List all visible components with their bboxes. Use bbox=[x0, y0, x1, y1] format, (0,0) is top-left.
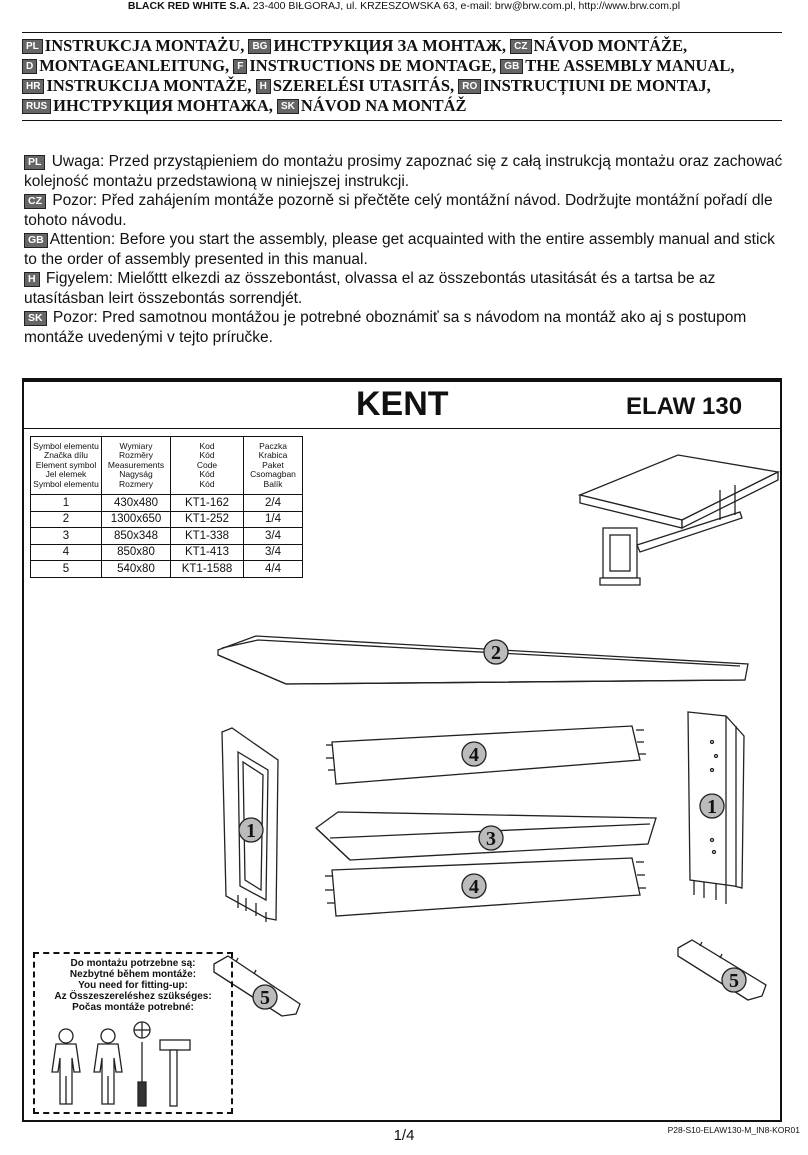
lang-tag: BG bbox=[248, 39, 271, 54]
label-2: 2 bbox=[491, 642, 501, 664]
cell-package: 4/4 bbox=[244, 561, 303, 578]
cell-symbol: 4 bbox=[31, 544, 102, 561]
cell-symbol: 5 bbox=[31, 561, 102, 578]
lang-tag: H bbox=[256, 79, 271, 94]
lang-tag: H bbox=[24, 272, 40, 287]
cell-size: 850x348 bbox=[102, 528, 171, 545]
title-text: INSTRUKCJA MONTAŻU, bbox=[44, 36, 245, 55]
warning-text: Pozor: Pred samotnou montážou je potrebné oboznámiť sa s návodom na montáž ako aj s postupom montáže uvedenými v tejto príručke. bbox=[24, 309, 747, 346]
cell-code: KT1-1588 bbox=[171, 561, 244, 578]
cell-package: 3/4 bbox=[244, 544, 303, 561]
cell-code: KT1-338 bbox=[171, 528, 244, 545]
cell-code: KT1-413 bbox=[171, 544, 244, 561]
lang-tag: HR bbox=[22, 79, 44, 94]
title-text: INSTRUKCIJA MONTAŽE, bbox=[46, 76, 252, 95]
cell-symbol: 3 bbox=[31, 528, 102, 545]
company-name: BLACK RED WHITE S.A. bbox=[127, 0, 250, 12]
header-text: Kod Kód Code Kód Kód bbox=[196, 440, 218, 489]
cell-symbol: 1 bbox=[31, 495, 102, 512]
company-address: 23-400 BIŁGORAJ, ul. KRZESZOWSKA 63, e-mail: brw@brw.com.pl, http://www.brw.com.pl bbox=[252, 0, 681, 12]
warning-text: Pozor: Před zahájením montáže pozorně si přečtěte celý montážní návod. Dodržujte montážní pořadí dle tohoto návodu. bbox=[24, 192, 773, 229]
part-5-right-foot bbox=[678, 940, 766, 1000]
title-text: THE ASSEMBLY MANUAL, bbox=[525, 56, 735, 75]
cell-package: 3/4 bbox=[244, 528, 303, 545]
title-text: INSTRUCȚIUNI DE MONTAJ, bbox=[483, 76, 711, 95]
label-1-left: 1 bbox=[246, 820, 256, 842]
lang-tag: RUS bbox=[22, 99, 51, 114]
warning-text: Uwaga: Przed przystąpieniem do montażu prosimy zapoznać się z całą instrukcją montażu oraz zachować kolejność montażu przedstawioną w niniejszej instrukcji. bbox=[24, 153, 783, 190]
cell-size: 850x80 bbox=[102, 544, 171, 561]
tools-line: Nezbytné během montáže: bbox=[69, 969, 197, 980]
label-4-upper: 4 bbox=[469, 744, 479, 766]
product-model: ELAW 130 bbox=[626, 393, 743, 420]
tools-line: You need for fitting-up: bbox=[78, 980, 188, 991]
title-text: NÁVOD MONTÁŽE, bbox=[533, 36, 688, 55]
lang-tag: CZ bbox=[510, 39, 531, 54]
title-text: NÁVOD NA MONTÁŽ bbox=[300, 96, 467, 115]
cell-code: KT1-162 bbox=[171, 495, 244, 512]
cell-size: 540x80 bbox=[102, 561, 171, 578]
tools-line: Az Összeszereléshez szükséges: bbox=[54, 991, 212, 1002]
cell-symbol: 2 bbox=[31, 511, 102, 528]
tools-line: Do montażu potrzebne są: bbox=[70, 958, 196, 969]
lang-tag: D bbox=[22, 59, 37, 74]
lang-tag: GB bbox=[500, 59, 523, 74]
lang-tag: PL bbox=[22, 39, 43, 54]
lang-tag: SK bbox=[277, 99, 299, 114]
document-code: P28-S10-ELAW130-M_IN8-KOR01 bbox=[667, 1125, 800, 1135]
warning-text: Attention: Before you start the assembly, please get acquainted with the entire assembly manual and stick to the order of assembly presented in this manual. bbox=[24, 231, 775, 268]
label-1-right: 1 bbox=[707, 796, 717, 818]
cell-package: 1/4 bbox=[244, 511, 303, 528]
header-text: Wymiary Rozměry Measurements Nagyság Rozmery bbox=[107, 440, 165, 489]
label-3: 3 bbox=[486, 828, 496, 850]
lang-tag: SK bbox=[24, 311, 47, 326]
tools-line: Počas montáže potrebné: bbox=[72, 1002, 194, 1013]
title-text: MONTAGEANLEITUNG, bbox=[39, 56, 230, 75]
cell-size: 1300x650 bbox=[102, 511, 171, 528]
header-text: Symbol elementu Značka dílu Element symbol Jel elemek Symbol elementu bbox=[33, 440, 99, 489]
cell-package: 2/4 bbox=[244, 495, 303, 512]
lang-tag: GB bbox=[24, 233, 48, 248]
label-4-lower: 4 bbox=[469, 876, 479, 898]
header-text: Paczka Krabica Paket Csomagban Balík bbox=[250, 440, 296, 489]
lang-tag: PL bbox=[24, 155, 45, 170]
cell-size: 430x480 bbox=[102, 495, 171, 512]
assembled-table-illustration bbox=[580, 455, 778, 585]
title-text: ИНСТРУКЦИЯ МОНТАЖА, bbox=[53, 96, 273, 115]
lang-tag: RO bbox=[458, 79, 481, 94]
part-2-tabletop bbox=[218, 636, 748, 684]
title-text: SZERELÉSI UTASITÁS, bbox=[272, 76, 455, 95]
cell-code: KT1-252 bbox=[171, 511, 244, 528]
tools-text bbox=[33, 958, 233, 1013]
lang-tag: CZ bbox=[24, 194, 46, 209]
lang-tag: F bbox=[233, 59, 247, 74]
title-text: INSTRUCTIONS DE MONTAGE, bbox=[249, 56, 497, 75]
page-number: 1/4 bbox=[393, 1127, 415, 1144]
title-text: ИНСТРУКЦИЯ ЗА МОНТАЖ, bbox=[273, 36, 507, 55]
warning-text: Figyelem: Mielőttt elkezdi az összebontást, olvassa el az összebontás utasitását és a tartsa be az utasításban leirt összebontás sorrendjét. bbox=[24, 270, 716, 307]
label-5-left: 5 bbox=[260, 987, 270, 1009]
product-name: KENT bbox=[356, 385, 449, 423]
label-5-right: 5 bbox=[729, 970, 739, 992]
